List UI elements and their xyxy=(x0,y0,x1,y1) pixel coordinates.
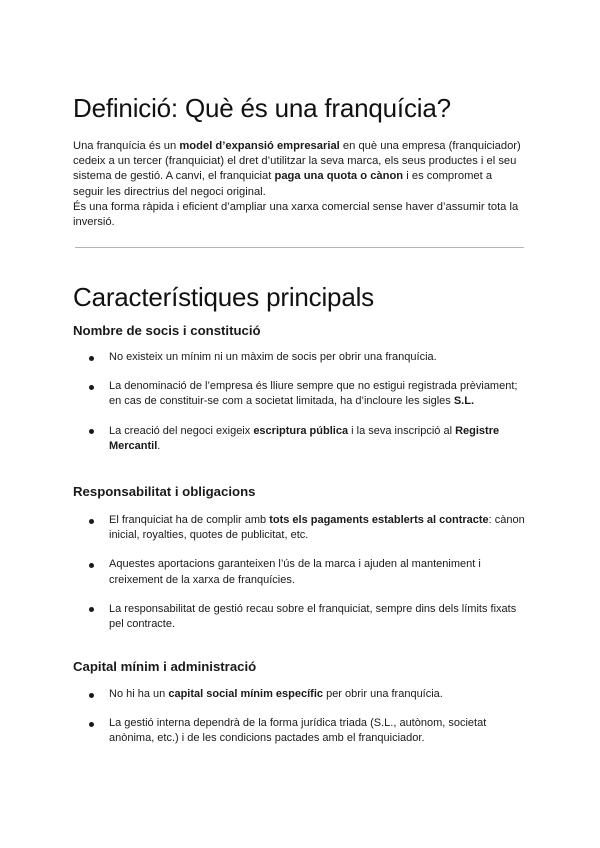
text-run: . xyxy=(157,439,161,452)
list-item xyxy=(73,716,525,746)
characteristics-title: Característiques principals xyxy=(73,282,374,312)
bold-text: S.L. xyxy=(453,395,475,408)
bold-text: paga una quota o cànon xyxy=(274,170,404,183)
bullet-icon xyxy=(89,607,94,612)
text-run: Una franquícia és un xyxy=(73,140,180,152)
text-run: : cànon inicial, royalties, quotes de publicitat, etc. xyxy=(109,514,525,542)
text-run: La responsabilitat de gestió recau sobre el franquiciat, sempre dins dels límits fixats pel contracte. xyxy=(109,602,517,631)
bullet-icon xyxy=(89,356,94,361)
definition-intro xyxy=(73,139,525,230)
text-run: La creació del negoci exigeix xyxy=(109,424,254,437)
list-item xyxy=(73,379,525,409)
list-socis xyxy=(73,350,525,468)
definition-paragraph-1 xyxy=(73,139,525,200)
section-heading-responsabilitat: Responsabilitat i obligacions xyxy=(73,484,256,499)
bullet-icon xyxy=(89,429,94,434)
bullet-icon xyxy=(89,385,94,390)
text-run: La gestió interna dependrà de la forma jurídica triada (S.L., autònom, societat anònima, etc.) i de les condicions pactades amb el franquiciador. xyxy=(109,717,487,745)
text-run: Aquestes aportacions garanteixen l’ús de la marca i ajuden al manteniment i creixement de la xarxa de franquícies. xyxy=(109,558,481,586)
bold-text: Registre Mercantil xyxy=(109,424,500,452)
list-item xyxy=(73,557,525,587)
section-heading-socis: Nombre de socis i constitució xyxy=(73,323,261,338)
definition-paragraph-2: És una forma ràpida i eficient d’ampliar una xarxa comercial sense haver d’assumir tota la inversió. xyxy=(73,200,519,229)
list-item xyxy=(73,687,525,702)
text-run: en què una empresa (franquiciador) cedeix a un tercer (franquiciat) el dret d’utilitzar la seva marca, els seus productes i el seu sistema de gestió. A canvi, el franquiciat xyxy=(73,140,521,183)
bullet-icon xyxy=(89,722,94,727)
text-run: No existeix un mínim ni un màxim de socis per obrir una franquícia. xyxy=(109,351,437,363)
section-divider xyxy=(75,247,524,248)
list-item xyxy=(73,602,525,632)
list-item xyxy=(73,350,525,365)
bold-text: model d’expansió empresarial xyxy=(179,140,340,152)
bullet-icon xyxy=(89,519,94,524)
list-item xyxy=(73,424,525,454)
bold-text: capital social mínim específic xyxy=(168,688,324,700)
section-heading-capital: Capital mínim i administració xyxy=(73,659,257,674)
bullet-icon xyxy=(89,693,94,698)
definition-title: Definició: Què és una franquícia? xyxy=(73,93,451,123)
bullet-icon xyxy=(89,563,94,568)
text-run: i es compromet a seguir les directrius del negoci original. xyxy=(73,170,493,198)
bold-text: escriptura pública xyxy=(253,424,349,437)
text-run: No hi ha un xyxy=(109,688,169,700)
text-run: La denominació de l’empresa és lliure sempre que no estigui registrada prèviament; en cas de constituir-se com a societat limitada, ha d’incloure les sigles xyxy=(109,380,518,408)
list-item xyxy=(73,513,525,543)
list-responsabilitat xyxy=(73,513,525,646)
text-run: El franquiciat ha de complir amb xyxy=(109,514,270,526)
bold-text: tots els pagaments establerts al contracte xyxy=(269,514,489,526)
list-capital xyxy=(73,687,525,761)
text-run: per obrir una franquícia. xyxy=(323,688,443,700)
text-run: i la seva inscripció al xyxy=(348,424,456,437)
